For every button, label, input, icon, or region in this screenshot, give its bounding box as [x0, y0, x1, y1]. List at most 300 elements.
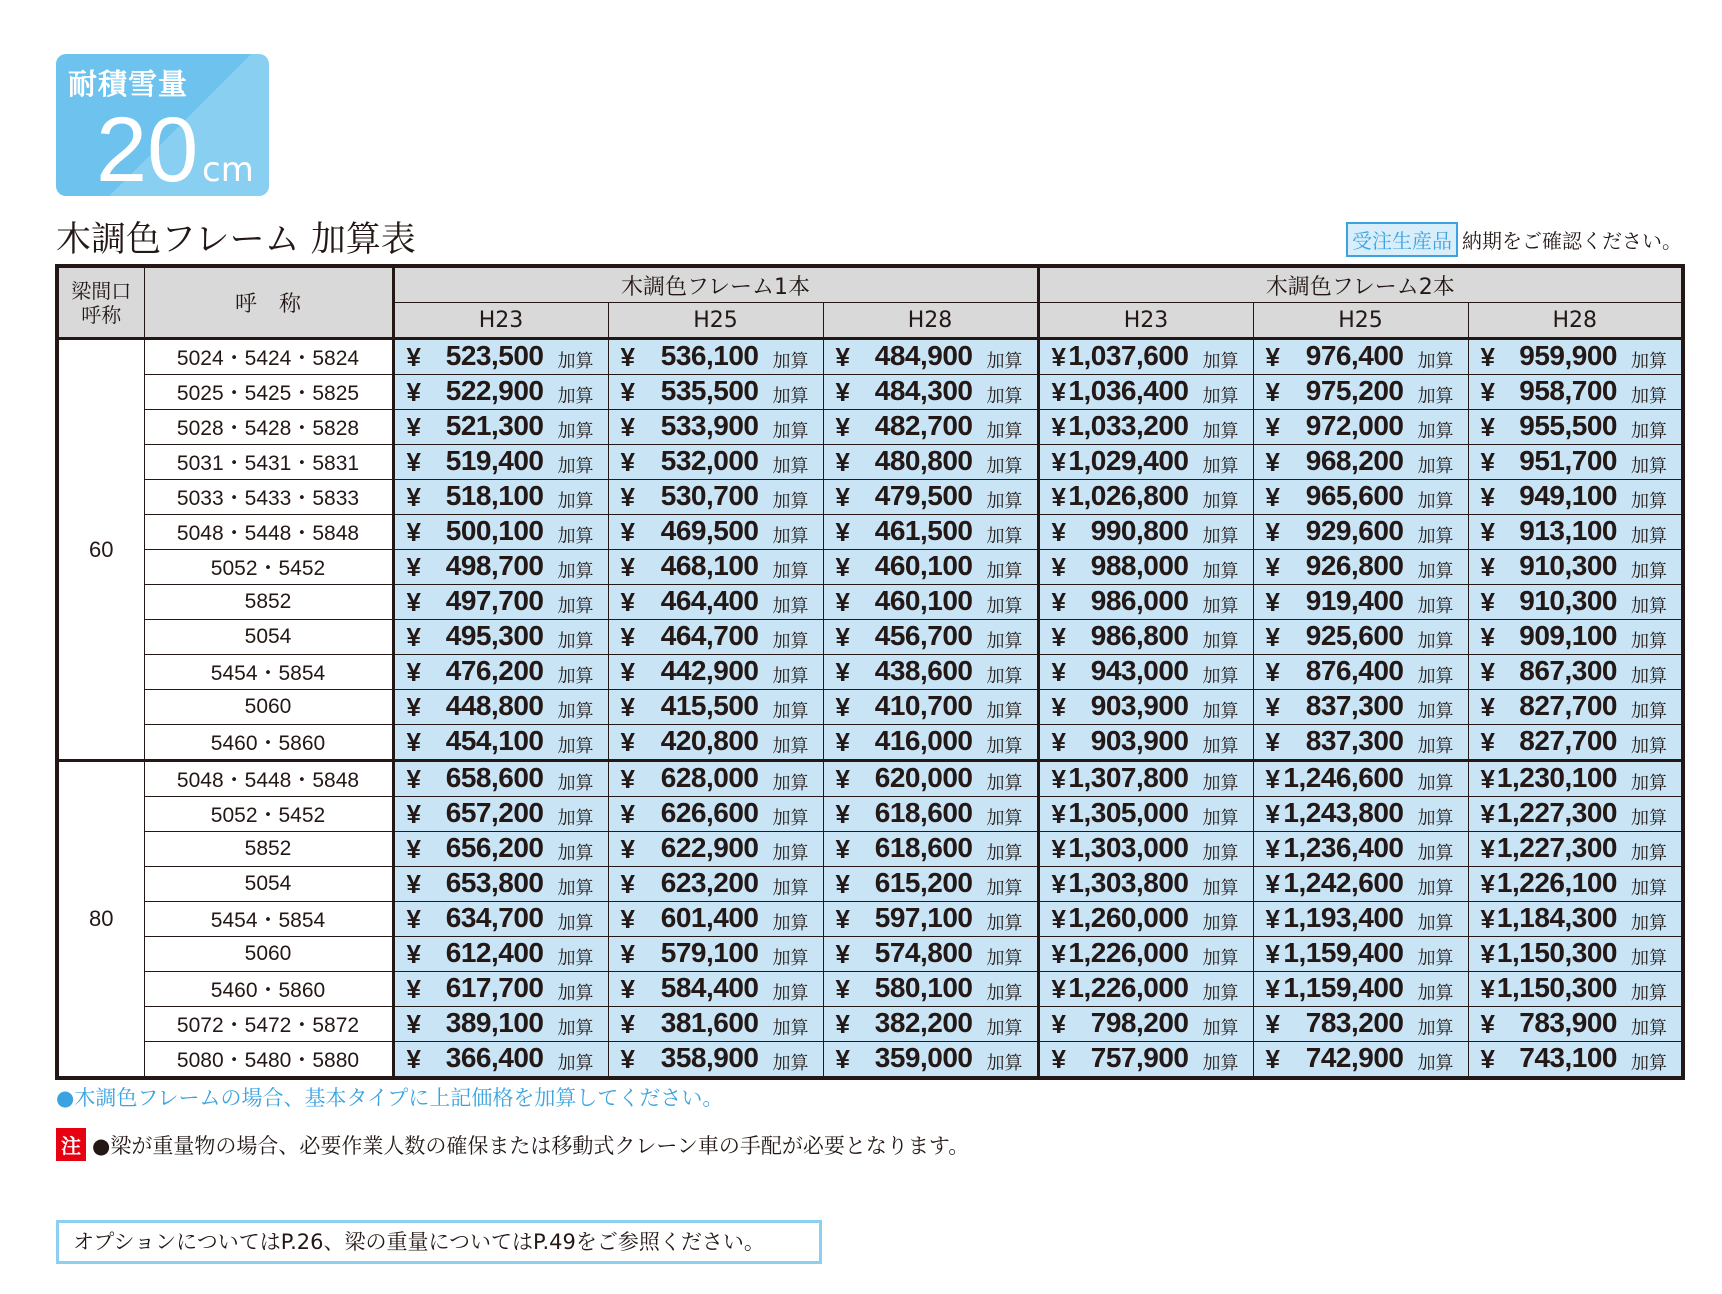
price-amount: 620,000 [874, 762, 973, 793]
yen-sign: ¥ [1480, 482, 1495, 512]
table-row [57, 585, 1683, 620]
yen-sign: ¥ [1265, 692, 1280, 722]
yen-sign: ¥ [406, 447, 421, 477]
yen-sign: ¥ [1265, 447, 1280, 477]
price-amount: 634,700 [445, 902, 544, 933]
price-cell [1253, 480, 1468, 515]
table-row [57, 410, 1683, 445]
yen-sign: ¥ [835, 657, 850, 687]
price-cell [1468, 725, 1683, 761]
yen-sign: ¥ [1265, 587, 1280, 617]
add-label: 加算 [1417, 491, 1454, 512]
add-label: 加算 [986, 421, 1023, 442]
yen-sign: ¥ [1480, 377, 1495, 407]
add-label: 加算 [986, 1053, 1023, 1074]
add-label: 加算 [1417, 421, 1454, 442]
add-label: 加算 [772, 351, 809, 372]
price-amount: 448,800 [445, 690, 544, 721]
add-label: 加算 [772, 913, 809, 934]
yen-sign: ¥ [406, 482, 421, 512]
yen-sign: ¥ [1051, 482, 1066, 512]
add-label: 加算 [1202, 878, 1239, 899]
price-cell [608, 902, 823, 937]
price-cell [823, 761, 1038, 797]
price-amount: 601,400 [660, 902, 759, 933]
price-cell [1253, 902, 1468, 937]
made-to-order-tag: 受注生産品 [1346, 222, 1458, 257]
yen-sign: ¥ [1480, 939, 1495, 969]
price-cell [393, 867, 608, 902]
price-amount: 1,037,600 [1068, 340, 1189, 371]
price-cell [608, 515, 823, 550]
price-amount: 480,800 [874, 445, 973, 476]
add-label: 加算 [772, 631, 809, 652]
yen-sign: ¥ [1265, 904, 1280, 934]
price-cell [1253, 937, 1468, 972]
caution-tag: 注 [56, 1128, 86, 1161]
price-amount: 522,900 [445, 375, 544, 406]
add-label: 加算 [557, 773, 594, 794]
price-amount: 1,226,100 [1496, 867, 1617, 898]
price-amount: 521,300 [445, 410, 544, 441]
add-label: 加算 [1417, 351, 1454, 372]
yen-sign: ¥ [1265, 517, 1280, 547]
badge-unit: cm [202, 150, 254, 190]
yen-sign: ¥ [1051, 764, 1066, 794]
add-label: 加算 [1417, 948, 1454, 969]
add-label: 加算 [1417, 1053, 1454, 1074]
model-name-cell: 5024・5424・5824 [144, 339, 393, 375]
yen-sign: ¥ [406, 727, 421, 757]
price-amount: 1,036,400 [1068, 375, 1189, 406]
yen-sign: ¥ [406, 587, 421, 617]
price-amount: 618,600 [874, 797, 973, 828]
add-label: 加算 [557, 491, 594, 512]
yen-sign: ¥ [620, 482, 635, 512]
price-cell [1468, 797, 1683, 832]
table-row [57, 867, 1683, 902]
price-cell [608, 797, 823, 832]
price-cell [1468, 375, 1683, 410]
price-amount: 1,303,000 [1068, 832, 1189, 863]
price-cell [608, 655, 823, 690]
add-label: 加算 [1202, 736, 1239, 757]
add-label: 加算 [1202, 808, 1239, 829]
add-label: 加算 [1631, 456, 1667, 477]
price-amount: 484,900 [874, 340, 973, 371]
price-cell [1253, 515, 1468, 550]
add-label: 加算 [1631, 983, 1667, 1004]
price-cell [1253, 761, 1468, 797]
price-amount: 1,243,800 [1283, 797, 1404, 828]
yen-sign: ¥ [406, 552, 421, 582]
price-amount: 461,500 [874, 515, 973, 546]
price-cell [823, 972, 1038, 1007]
yen-sign: ¥ [620, 1044, 635, 1074]
price-amount: 925,600 [1305, 620, 1404, 651]
add-label: 加算 [986, 701, 1023, 722]
height-header: H25 [1253, 303, 1468, 339]
price-cell [393, 410, 608, 445]
price-cell [1468, 1007, 1683, 1042]
price-amount: 968,200 [1305, 445, 1404, 476]
price-cell [393, 445, 608, 480]
add-label: 加算 [772, 386, 809, 407]
yen-sign: ¥ [835, 517, 850, 547]
yen-sign: ¥ [835, 939, 850, 969]
add-label: 加算 [1202, 983, 1239, 1004]
yen-sign: ¥ [1051, 412, 1066, 442]
price-amount: 482,700 [874, 410, 973, 441]
yen-sign: ¥ [1265, 552, 1280, 582]
yen-sign: ¥ [835, 799, 850, 829]
price-cell [823, 1007, 1038, 1042]
price-amount: 410,700 [874, 690, 973, 721]
price-amount: 837,300 [1305, 725, 1404, 756]
price-amount: 497,700 [445, 585, 544, 616]
price-cell [1038, 1007, 1253, 1042]
price-amount: 469,500 [660, 515, 759, 546]
price-amount: 1,159,400 [1283, 972, 1404, 1003]
price-cell [608, 690, 823, 725]
price-cell [608, 585, 823, 620]
add-label: 加算 [557, 736, 594, 757]
price-cell [1038, 1042, 1253, 1079]
yen-sign: ¥ [620, 869, 635, 899]
price-cell [1038, 445, 1253, 480]
price-cell [1468, 832, 1683, 867]
price-amount: 951,700 [1519, 445, 1617, 476]
price-amount: 381,600 [660, 1007, 759, 1038]
price-amount: 1,242,600 [1283, 867, 1404, 898]
model-name-cell: 5454・5854 [144, 902, 393, 937]
yen-sign: ¥ [1265, 622, 1280, 652]
yen-sign: ¥ [1480, 727, 1495, 757]
add-label: 加算 [557, 1053, 594, 1074]
price-cell [393, 1042, 608, 1079]
price-cell [823, 902, 1038, 937]
add-label: 加算 [1631, 843, 1667, 864]
yen-sign: ¥ [620, 904, 635, 934]
add-label: 加算 [1631, 948, 1667, 969]
table-row [57, 375, 1683, 410]
price-amount: 1,193,400 [1283, 902, 1404, 933]
yen-sign: ¥ [1480, 657, 1495, 687]
yen-sign: ¥ [835, 974, 850, 1004]
add-label: 加算 [557, 948, 594, 969]
model-name-cell: 5852 [144, 832, 393, 867]
price-cell [608, 445, 823, 480]
yen-sign: ¥ [835, 834, 850, 864]
price-amount: 484,300 [874, 375, 973, 406]
span-cell: 80 [57, 761, 144, 1079]
price-cell [1468, 655, 1683, 690]
price-cell [1468, 972, 1683, 1007]
add-label: 加算 [1631, 351, 1667, 372]
add-label: 加算 [1417, 561, 1454, 582]
yen-sign: ¥ [620, 552, 635, 582]
add-label: 加算 [1631, 808, 1667, 829]
price-cell [1468, 339, 1683, 375]
price-cell [608, 937, 823, 972]
model-name-cell: 5060 [144, 937, 393, 972]
price-cell [823, 410, 1038, 445]
add-label: 加算 [986, 351, 1023, 372]
price-amount: 958,700 [1519, 375, 1617, 406]
span-header: 梁間口 呼称 [57, 266, 144, 339]
price-amount: 986,800 [1090, 620, 1189, 651]
add-label: 加算 [772, 983, 809, 1004]
price-cell [1468, 410, 1683, 445]
table-row [57, 339, 1683, 375]
price-amount: 533,900 [660, 410, 759, 441]
price-cell [608, 620, 823, 655]
add-label: 加算 [1202, 386, 1239, 407]
price-amount: 626,600 [660, 797, 759, 828]
add-label: 加算 [557, 421, 594, 442]
yen-sign: ¥ [1480, 447, 1495, 477]
model-name-cell: 5072・5472・5872 [144, 1007, 393, 1042]
price-amount: 456,700 [874, 620, 973, 651]
price-amount: 495,300 [445, 620, 544, 651]
add-label: 加算 [772, 843, 809, 864]
price-cell [1038, 972, 1253, 1007]
price-amount: 955,500 [1519, 410, 1617, 441]
price-amount: 420,800 [660, 725, 759, 756]
yen-sign: ¥ [835, 342, 850, 372]
add-label: 加算 [1202, 773, 1239, 794]
price-cell [823, 690, 1038, 725]
price-cell [1468, 902, 1683, 937]
add-label: 加算 [772, 456, 809, 477]
model-name-cell: 5460・5860 [144, 725, 393, 761]
price-amount: 628,000 [660, 762, 759, 793]
price-amount: 757,900 [1090, 1042, 1189, 1073]
price-amount: 523,500 [445, 340, 544, 371]
add-label: 加算 [772, 736, 809, 757]
price-amount: 500,100 [445, 515, 544, 546]
table-row [57, 480, 1683, 515]
price-amount: 530,700 [660, 480, 759, 511]
price-amount: 438,600 [874, 655, 973, 686]
price-amount: 580,100 [874, 972, 973, 1003]
add-label: 加算 [1631, 913, 1667, 934]
add-label: 加算 [1417, 808, 1454, 829]
price-amount: 518,100 [445, 480, 544, 511]
table-row [57, 655, 1683, 690]
add-label: 加算 [1631, 701, 1667, 722]
group1-header: 木調色フレーム1本 [393, 266, 1038, 303]
add-label: 加算 [986, 843, 1023, 864]
price-cell [393, 797, 608, 832]
table-row [57, 761, 1683, 797]
add-label: 加算 [557, 456, 594, 477]
add-label: 加算 [1417, 1018, 1454, 1039]
add-label: 加算 [772, 808, 809, 829]
yen-sign: ¥ [620, 377, 635, 407]
add-label: 加算 [557, 843, 594, 864]
yen-sign: ¥ [406, 904, 421, 934]
notice-text: 納期をご確認ください。 [1462, 229, 1682, 253]
yen-sign: ¥ [1480, 1009, 1495, 1039]
yen-sign: ¥ [1051, 552, 1066, 582]
yen-sign: ¥ [1480, 1044, 1495, 1074]
price-amount: 1,150,300 [1496, 937, 1617, 968]
price-cell [393, 725, 608, 761]
price-cell [1038, 410, 1253, 445]
add-label: 加算 [1631, 736, 1667, 757]
price-cell [608, 867, 823, 902]
yen-sign: ¥ [1480, 834, 1495, 864]
price-cell [823, 832, 1038, 867]
price-amount: 1,226,000 [1068, 937, 1189, 968]
add-label: 加算 [986, 456, 1023, 477]
price-cell [1468, 1042, 1683, 1079]
price-cell [1468, 937, 1683, 972]
price-amount: 943,000 [1090, 655, 1189, 686]
price-amount: 615,200 [874, 867, 973, 898]
price-cell [1038, 937, 1253, 972]
table-row [57, 972, 1683, 1007]
add-label: 加算 [557, 351, 594, 372]
add-label: 加算 [986, 596, 1023, 617]
price-cell [823, 725, 1038, 761]
yen-sign: ¥ [406, 377, 421, 407]
price-table [55, 264, 1685, 1080]
table-row [57, 1042, 1683, 1079]
price-cell [1038, 480, 1253, 515]
price-amount: 1,303,800 [1068, 867, 1189, 898]
price-cell [393, 902, 608, 937]
yen-sign: ¥ [620, 727, 635, 757]
price-amount: 498,700 [445, 550, 544, 581]
add-label: 加算 [1202, 456, 1239, 477]
yen-sign: ¥ [835, 764, 850, 794]
table-row [57, 550, 1683, 585]
price-amount: 949,100 [1519, 480, 1617, 511]
group2-header: 木調色フレーム2本 [1038, 266, 1683, 303]
add-label: 加算 [1202, 421, 1239, 442]
yen-sign: ¥ [1051, 447, 1066, 477]
add-label: 加算 [1417, 913, 1454, 934]
price-amount: 415,500 [660, 690, 759, 721]
price-amount: 1,236,400 [1283, 832, 1404, 863]
add-label: 加算 [557, 808, 594, 829]
add-label: 加算 [986, 808, 1023, 829]
table-row [57, 690, 1683, 725]
price-cell [608, 832, 823, 867]
yen-sign: ¥ [1265, 342, 1280, 372]
name-header: 呼 称 [144, 266, 393, 339]
add-label: 加算 [772, 421, 809, 442]
price-cell [1038, 620, 1253, 655]
yen-sign: ¥ [1051, 587, 1066, 617]
model-name-cell: 5054 [144, 867, 393, 902]
price-amount: 910,300 [1519, 585, 1617, 616]
yen-sign: ¥ [1480, 412, 1495, 442]
add-label: 加算 [1202, 526, 1239, 547]
yen-sign: ¥ [1265, 939, 1280, 969]
yen-sign: ¥ [620, 799, 635, 829]
price-amount: 909,100 [1519, 620, 1617, 651]
price-amount: 536,100 [660, 340, 759, 371]
model-name-cell: 5454・5854 [144, 655, 393, 690]
add-label: 加算 [772, 878, 809, 899]
price-cell [823, 620, 1038, 655]
add-label: 加算 [1417, 631, 1454, 652]
price-cell [1253, 1007, 1468, 1042]
add-label: 加算 [1631, 526, 1667, 547]
yen-sign: ¥ [1265, 834, 1280, 864]
price-amount: 1,026,800 [1068, 480, 1189, 511]
price-amount: 827,700 [1519, 725, 1617, 756]
price-cell [1038, 339, 1253, 375]
price-cell [1038, 585, 1253, 620]
price-cell [1038, 832, 1253, 867]
yen-sign: ¥ [835, 622, 850, 652]
snow-load-badge [56, 54, 269, 196]
yen-sign: ¥ [1051, 657, 1066, 687]
price-cell [823, 480, 1038, 515]
table-row [57, 1007, 1683, 1042]
price-cell [1253, 445, 1468, 480]
height-header: H28 [823, 303, 1038, 339]
price-amount: 519,400 [445, 445, 544, 476]
add-label: 加算 [1417, 386, 1454, 407]
price-cell [393, 550, 608, 585]
price-amount: 579,100 [660, 937, 759, 968]
price-amount: 783,900 [1519, 1007, 1617, 1038]
price-amount: 990,800 [1090, 515, 1189, 546]
price-cell [393, 690, 608, 725]
model-name-cell: 5080・5480・5880 [144, 1042, 393, 1079]
price-cell [608, 375, 823, 410]
price-cell [608, 339, 823, 375]
price-cell [1038, 902, 1253, 937]
yen-sign: ¥ [835, 552, 850, 582]
yen-sign: ¥ [835, 869, 850, 899]
price-cell [1038, 690, 1253, 725]
price-amount: 976,400 [1305, 340, 1404, 371]
yen-sign: ¥ [1051, 1009, 1066, 1039]
price-cell [608, 972, 823, 1007]
add-label: 加算 [772, 773, 809, 794]
yen-sign: ¥ [1051, 834, 1066, 864]
yen-sign: ¥ [1265, 799, 1280, 829]
price-amount: 1,029,400 [1068, 445, 1189, 476]
yen-sign: ¥ [620, 834, 635, 864]
yen-sign: ¥ [1051, 727, 1066, 757]
add-label: 加算 [1631, 561, 1667, 582]
price-cell [393, 515, 608, 550]
yen-sign: ¥ [1051, 342, 1066, 372]
price-cell [823, 585, 1038, 620]
price-cell [393, 620, 608, 655]
note-wood-frame: ●木調色フレームの場合、基本タイプに上記価格を加算してください。 [56, 1086, 724, 1110]
yen-sign: ¥ [620, 622, 635, 652]
yen-sign: ¥ [406, 692, 421, 722]
price-amount: 597,100 [874, 902, 973, 933]
yen-sign: ¥ [406, 869, 421, 899]
price-cell [1253, 585, 1468, 620]
made-to-order-notice [1346, 222, 1682, 257]
add-label: 加算 [1417, 843, 1454, 864]
price-amount: 584,400 [660, 972, 759, 1003]
price-amount: 903,900 [1090, 725, 1189, 756]
height-header: H25 [608, 303, 823, 339]
add-label: 加算 [1417, 596, 1454, 617]
yen-sign: ¥ [1480, 342, 1495, 372]
